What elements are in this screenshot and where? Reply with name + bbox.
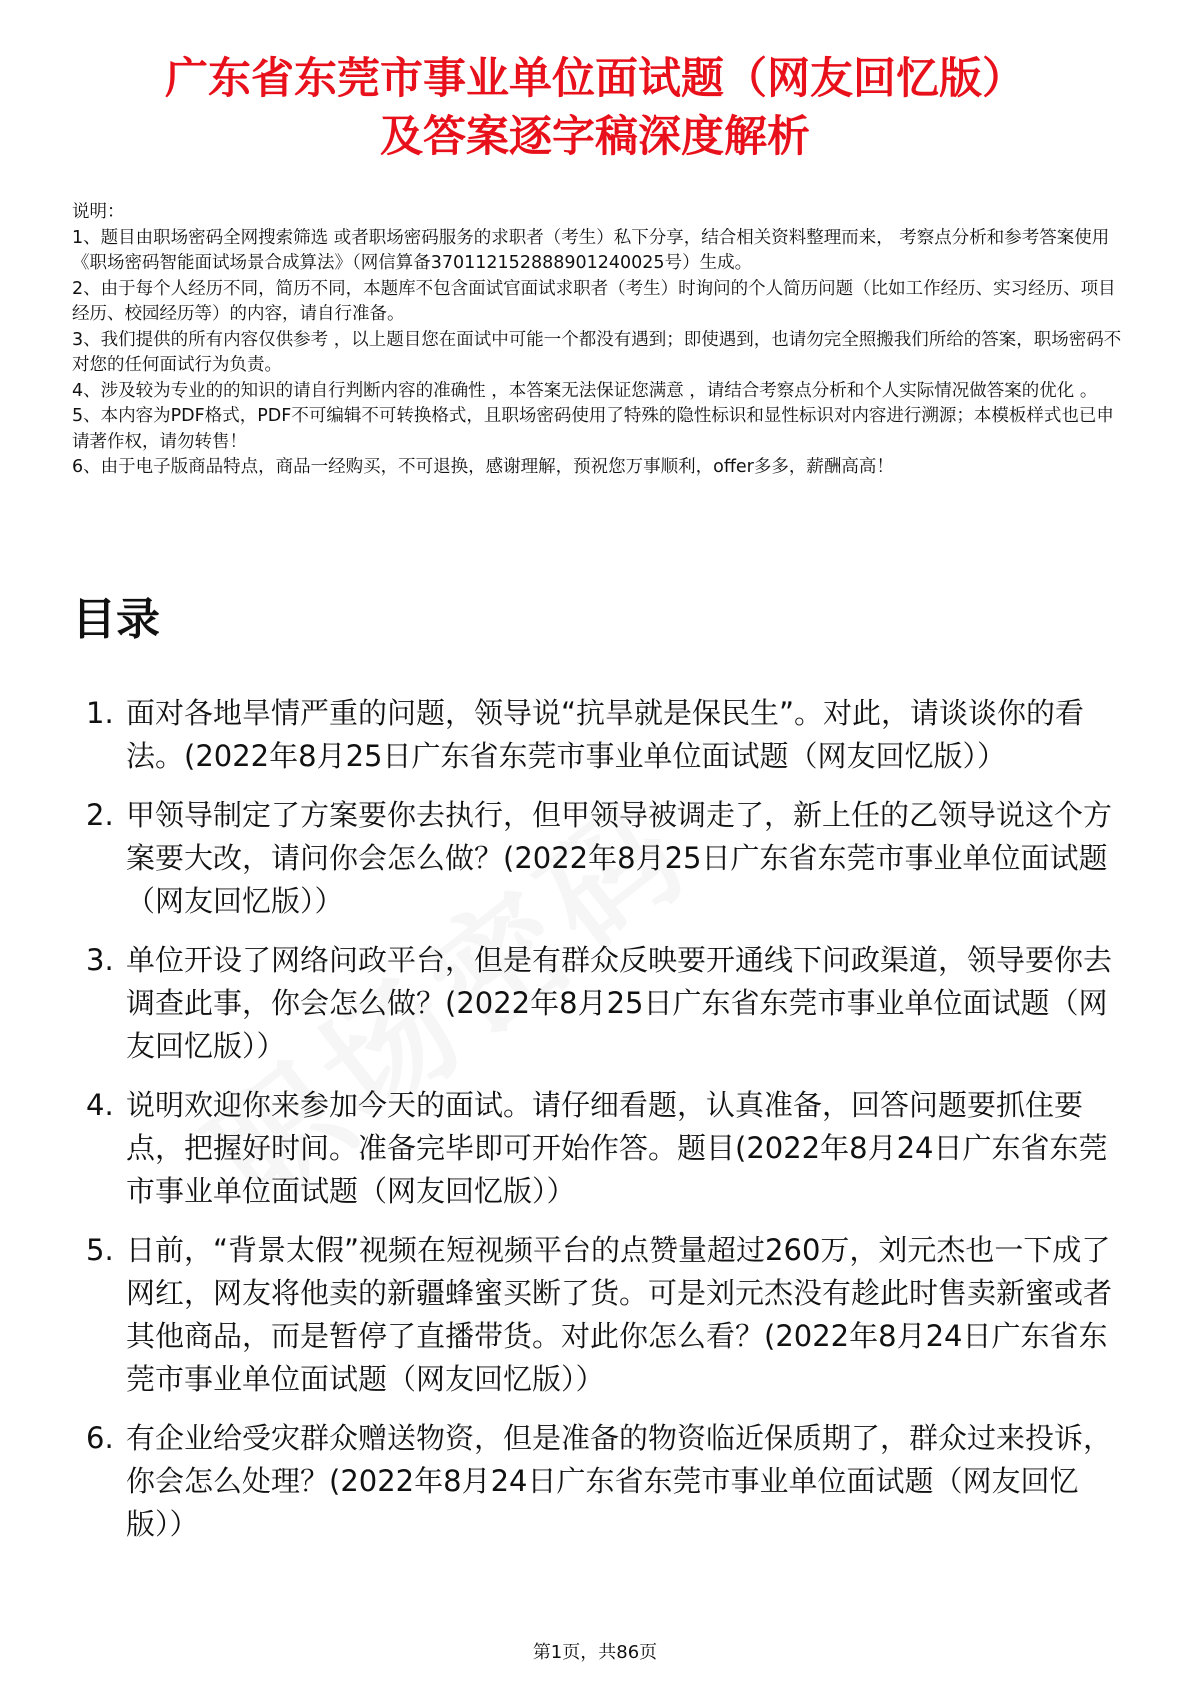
instruction-item: 2、由于每个人经历不同，简历不同，本题库不包含面试官面试求职者（考生）时询问的个人简历问题（比如工作经历、实习经历、项目经历、校园经历等）的内容，请自行准备。 bbox=[72, 278, 1116, 324]
toc-item-text: 甲领导制定了方案要你去执行，但甲领导被调走了，新上任的乙领导说这个方案要大改，请问你会怎么做？(2022年8月25日广东省东莞市事业单位面试题（网友回忆版）） bbox=[126, 798, 1113, 918]
toc-item-number: 4. bbox=[86, 1088, 114, 1122]
instructions-heading: 说明： bbox=[72, 202, 125, 222]
page-footer: 第1页，共86页 bbox=[532, 1642, 658, 1663]
page-title-line-2: 及答案逐字稿深度解析 bbox=[380, 112, 810, 162]
instruction-item: 1、题目由职场密码全网搜索筛选 或者职场密码服务的求职者（考生）私下分享，结合相关资料整理而来， 考察点分析和参考答案使用《职场密码智能面试场景合成算法》（网信算备370112152888901240025号）生成。 bbox=[72, 227, 1110, 273]
toc-item-text: 说明欢迎你来参加今天的面试。请仔细看题，认真准备，回答问题要抓住要点，把握好时间。准备完毕即可开始作答。题目(2022年8月24日广东省东莞市事业单位面试题（网友回忆版）） bbox=[126, 1088, 1108, 1208]
toc-item[interactable] bbox=[72, 1229, 1122, 1401]
instruction-item: 4、涉及较为专业的的知识的请自行判断内容的准确性 ，本答案无法保证您满意 ，请结合考察点分析和个人实际情况做答案的优化 。 bbox=[72, 380, 1098, 401]
page-title bbox=[0, 50, 1190, 166]
toc-item[interactable] bbox=[72, 939, 1122, 1068]
toc-item[interactable] bbox=[72, 1084, 1122, 1213]
toc-item-number: 3. bbox=[86, 943, 114, 977]
toc-item-text: 日前，“背景太假”视频在短视频平台的点赞量超过260万，刘元杰也一下成了网红，网友将他卖的新疆蜂蜜买断了货。可是刘元杰没有趁此时售卖新蜜或者其他商品，而是暂停了直播带货。对此你怎么看？(2022年8月24日广东省东莞市事业单位面试题（网友回忆版）） bbox=[126, 1233, 1113, 1396]
instruction-item: 6、由于电子版商品特点，商品一经购买，不可退换，感谢理解，预祝您万事顺利，offer多多，薪酬高高！ bbox=[72, 457, 894, 477]
toc-item-text: 单位开设了网络问政平台，但是有群众反映要开通线下问政渠道，领导要你去调查此事，你会怎么做？(2022年8月25日广东省东莞市事业单位面试题（网友回忆版）） bbox=[126, 943, 1113, 1063]
instruction-item: 3、我们提供的所有内容仅供参考 ，以上题目您在面试中可能一个都没有遇到；即使遇到，也请勿完全照搬我们所给的答案，职场密码不对您的任何面试行为负责。 bbox=[72, 329, 1122, 375]
toc-list bbox=[72, 692, 1122, 1562]
toc-item-number: 6. bbox=[86, 1421, 114, 1455]
toc-item[interactable] bbox=[72, 692, 1122, 778]
toc-item-text: 有企业给受灾群众赠送物资，但是准备的物资临近保质期了，群众过来投诉，你会怎么处理？(2022年8月24日广东省东莞市事业单位面试题（网友回忆版）） bbox=[126, 1421, 1113, 1541]
toc-item-number: 5. bbox=[86, 1233, 114, 1267]
toc-item-number: 1. bbox=[86, 696, 114, 730]
toc-heading: 目录 bbox=[72, 594, 160, 645]
toc-item-text: 面对各地旱情严重的问题，领导说“抗旱就是保民生”。对此，请谈谈你的看法。(2022年8月25日广东省东莞市事业单位面试题（网友回忆版）） bbox=[126, 696, 1085, 773]
toc-item[interactable] bbox=[72, 794, 1122, 923]
page-title-line-1: 广东省东莞市事业单位面试题（网友回忆版） bbox=[165, 54, 1025, 104]
toc-item-number: 2. bbox=[86, 798, 114, 832]
toc-item[interactable] bbox=[72, 1417, 1122, 1546]
instruction-item: 5、本内容为PDF格式，PDF不可编辑不可转换格式，且职场密码使用了特殊的隐性标识和显性标识对内容进行溯源；本模板样式也已申请著作权，请勿转售！ bbox=[72, 406, 1114, 452]
instructions-block bbox=[72, 200, 1122, 481]
